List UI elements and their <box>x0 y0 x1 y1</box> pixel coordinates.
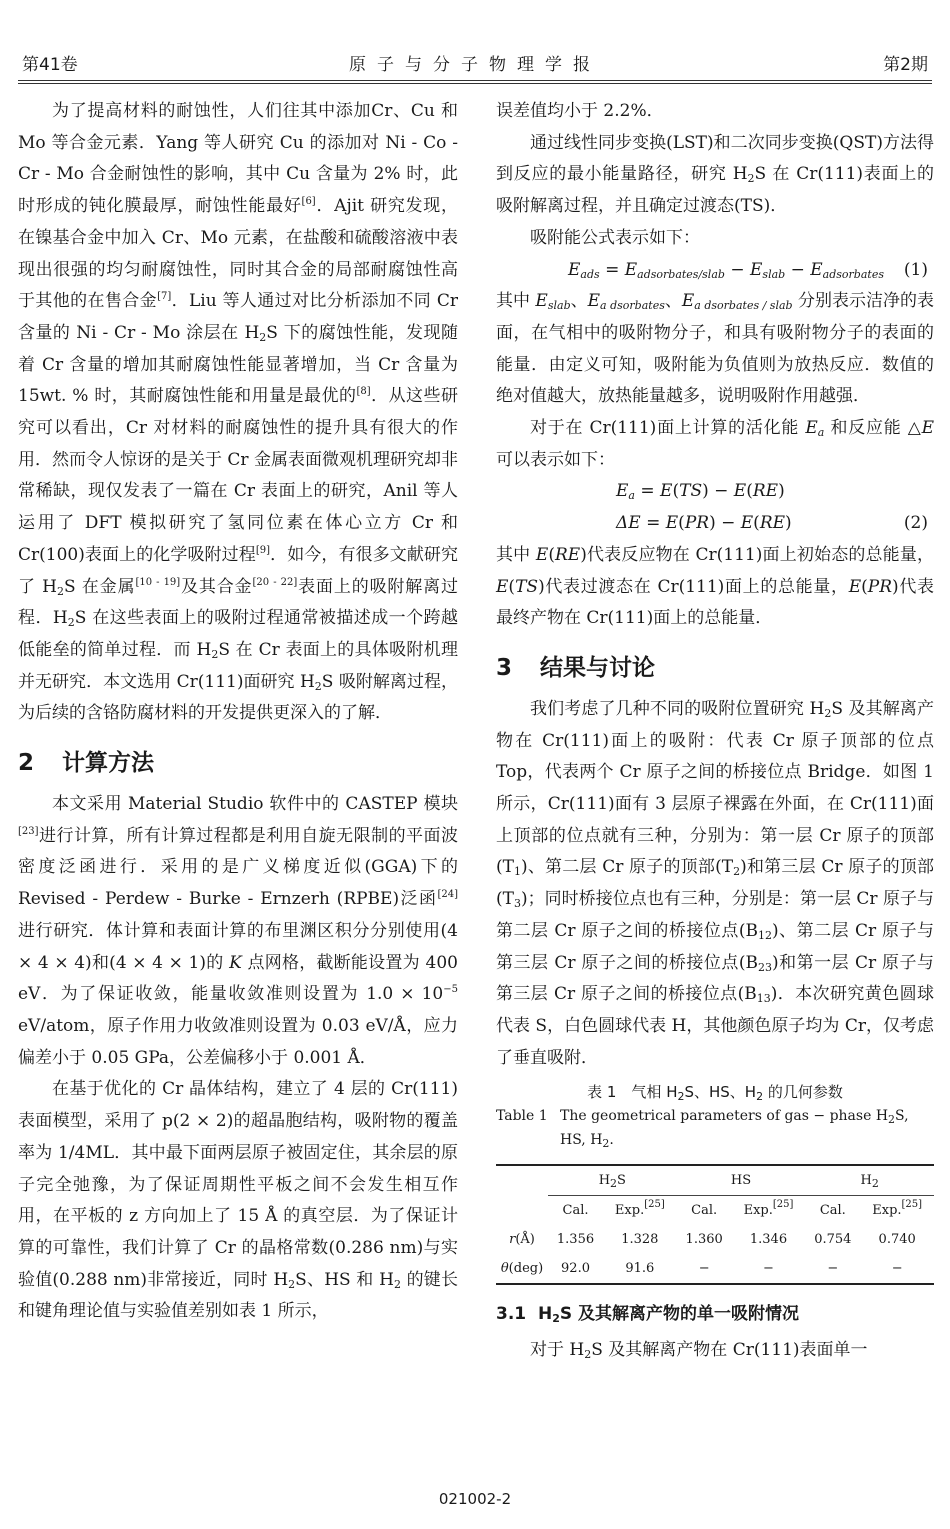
subsection-3-1-paragraph: 对于 $H_2S$ 及其解离产物在 Cr(111)表面单一 <box>530 1340 868 1362</box>
citation: [9] <box>255 544 271 556</box>
equation-1-number: (1) <box>903 259 928 280</box>
running-header-volume: 第41卷 <box>22 55 78 75</box>
table-sub-header: Cal. Exp.[25] Cal. Exp.[25] Cal. Exp.[25] <box>496 1196 934 1226</box>
citation: [6] <box>301 196 316 208</box>
methods-paragraph-1: 本文采用 Material Studio 软件中的 CASTEP 模块[23]进行计算，所有计算过程都是利用自旋无限制的平面波密度泛函进行．采用的是广义梯度近似(GGA)下的 Revised - Perdew - Burke - Ernzerh (RPBE)泛函[24]进行研究．体计算和表面计算的布里渊区积分分别使用(4 × 4 × 4)和(4 × 4 × 1)的 K 点网格，截断能设置为 400 eV．为了保证收敛，能量收敛准则设置为 $1.0 \times 10^{-5}$ eV/atom，原子作用力收敛准则设置为 0.03 eV/Å，应力偏差小于 0.05 GPa，公差偏移小于 0.001 Å． <box>18 794 458 1068</box>
table-group-header <box>496 1165 934 1196</box>
equation-2a: $E_a = E(TS) - E(RE)$ <box>616 481 785 503</box>
citation: [20 - 22] <box>252 576 298 588</box>
subsection-3-1-heading: 3.1 $H_2S$ 及其解离产物的单一吸附情况 <box>496 1304 800 1326</box>
section-2-heading: 2 计算方法 <box>18 750 154 777</box>
equation-2b: ΔE = E(PR) − E(RE) (2) <box>496 508 934 540</box>
results-paragraph-1: 我们考虑了几种不同的吸附位置研究 $H_2S$ 及其解离产物在 Cr(111)面上的吸附：代表 Cr 原子顶部的位点 Top，代表两个 Cr 原子之间的桥接位点 Bridge．如图 1 所示，Cr(111)面有 3 层原子裸露在外面，在 Cr(111)面上顶部的位点就有三种，分别为：第一层 Cr 原子的顶部$(T_1)$、第二层 Cr 原子的顶部$(T_2)$和第三层 Cr 原子的顶部$(T_3)$；同时桥接位点也有三种，分别是：第一层 Cr 原子与第二层 Cr 原子之间的桥接位点$(B_{12})$、第二层 Cr 原子与第三层 Cr 原子之间的桥接位点$(B_{23})$和第一层 Cr 原子与第三层 Cr 原子之间的桥接位点$(B_{13})$．本次研究黄色圆球代表 S，白色圆球代表 H，其他颜色原子均为 Cr，仅考虑了垂直吸附． <box>496 698 935 1068</box>
methods-paragraph-2: 在基于优化的 Cr 晶体结构，建立了 4 层的 Cr(111)表面模型，采用了 p(2 × 2)的超晶胞结构，吸附物的覆盖率为 1/4ML．其中最下面两层原子被固定住，其余层的原子完全弛豫，为了保证周期性平板之间不会发生相互作用，在平板的 z 方向加上了 15 Å 的真空层．为了保证计算的可靠性，我们计算了 Cr 的晶格常数(0.286 nm)与实验值(0.288 nm)非常接近，同时 $H_2S$、HS 和 $H_2$ 的键长和键角理论值与实验值差别如表 1 所示， <box>18 1079 459 1322</box>
activation-energy-paragraph: 对于在 Cr(111)面上计算的活化能 $E_a$ 和反应能 △E 可以表示如下： <box>496 418 934 470</box>
table-row: r(Å) 1.356 1.328 1.360 1.346 0.754 0.740 <box>509 1232 916 1248</box>
intro-paragraph-cont: 为了提高材料的耐蚀性，人们往其中添加Cr、Cu 和 Mo 等合金元素．Yang 等人研究 Cu 的添加对 Ni - Co - Cr - Mo 合金耐蚀性的影响，其中 Cu 含量为 2% 时，此时形成的钝化膜最厚，耐蚀性能最好[6]．Ajit 研究发现，在镍基合金中加入 Cr、Mo 元素，在盐酸和硫酸溶液中表现出很强的均匀耐腐蚀性，同时其合金的局部耐腐蚀性高于其他的在售合金[7]．Liu 等人通过对比分析添加不同 Cr 含量的 Ni - Cr - Mo 涂层在 $H_2S$ 下的腐蚀性能，发现随着 Cr 含量的增加其耐腐蚀性能显著增加，当 Cr 含量为 15wt. % 时，其耐腐蚀性能和用量是最优的[8]．从这些研究可以看出，Cr 对材料的耐腐蚀性的提升具有很大的作用．然而令人惊讶的是关于 Cr 金属表面微观机理研究却非常稀缺，现仅发表了一篇在 Cr 表面上的研究，Anil 等人运用了 DFT 模拟研究了氢同位素在体心立方 Cr 和 Cr(100)表面上的化学吸附过程[9]．如今，有很多文献研究了 $H_2S$ 在金属[10 - 19]及其合金[20 - 22]表面上的吸附解离过程．$H_2S$ 在这些表面上的吸附过程通常被描述成一个跨越低能垒的简单过程．而 $H_2S$ 在 Cr 表面上的具体吸附机理并无研究．本文选用 Cr(111)面研究 $H_2S$ 吸附解离过程，为后续的含铬防腐材料的开发提供更深入的了解． <box>18 101 459 724</box>
header-rule-thin <box>18 83 932 84</box>
right-column <box>496 96 934 1367</box>
group-h2: $H_2$ <box>805 1165 934 1196</box>
geometry-table <box>496 1164 934 1285</box>
citation: [7] <box>157 291 172 303</box>
citation: [23] <box>18 825 39 837</box>
citation: [24] <box>437 889 458 901</box>
methods-paragraph-2-end: 误差值均小于 2.2%． <box>496 101 664 121</box>
header-rule-thick <box>18 80 932 81</box>
adsorption-definition-paragraph: 其中 $E_{slab}$、$E_{a dsorbates}$、$E_{a dsorbates / slab}$ 分别表示洁净的表面，在气相中的吸附物分子，和具有吸附物分子的表面的能量．由定义可知，吸附能为负值则为放热反应．数值的绝对值越大，放热能量越多，说明吸附作用越强． <box>496 291 935 407</box>
running-header-journal: 原子与分子物理学报 <box>349 55 601 75</box>
running-header-issue: 第2期 <box>883 55 928 75</box>
citation: [8] <box>356 386 371 398</box>
page-number: 021002-2 <box>438 1490 512 1508</box>
lst-qst-paragraph: 通过线性同步变换(LST)和二次同步变换(QST)方法得到反应的最小能量路径，研究 $H_2S$ 在 Cr(111)表面上的吸附解离过程，并且确定过渡态(TS)． <box>496 132 934 217</box>
equation-2-number: (2) <box>903 513 928 534</box>
section-3-heading: 3 结果与讨论 <box>496 654 655 681</box>
group-h2s: $H_2S$ <box>548 1165 677 1196</box>
table-row: θ(deg) 92.0 91.6 − − − − <box>496 1254 934 1284</box>
equation-1: $E_{ads} = E_{adsorbates/slab} - E_{slab} - E_{adsorbates}$ (1) <box>496 255 934 287</box>
left-column <box>18 96 458 1328</box>
adsorption-formula-intro: 吸附能公式表示如下： <box>530 227 700 248</box>
table-1-caption-en: Table 1 The geometrical parameters of gas − phase $H_2S$, HS, $H_2$. <box>496 1108 909 1151</box>
table-1-caption-cn: 表 1 气相 $H_2S$、HS、$H_2$ 的几何参数 <box>587 1083 843 1104</box>
group-hs: HS <box>677 1165 806 1196</box>
energy-definition-paragraph: 其中 E(RE)代表反应物在 Cr(111)面上初始态的总能量，E(TS)代表过渡态在 Cr(111)面上的总能量，E(PR)代表最终产物在 Cr(111)面上的总能量． <box>496 544 935 629</box>
citation: [10 - 19] <box>135 576 181 588</box>
